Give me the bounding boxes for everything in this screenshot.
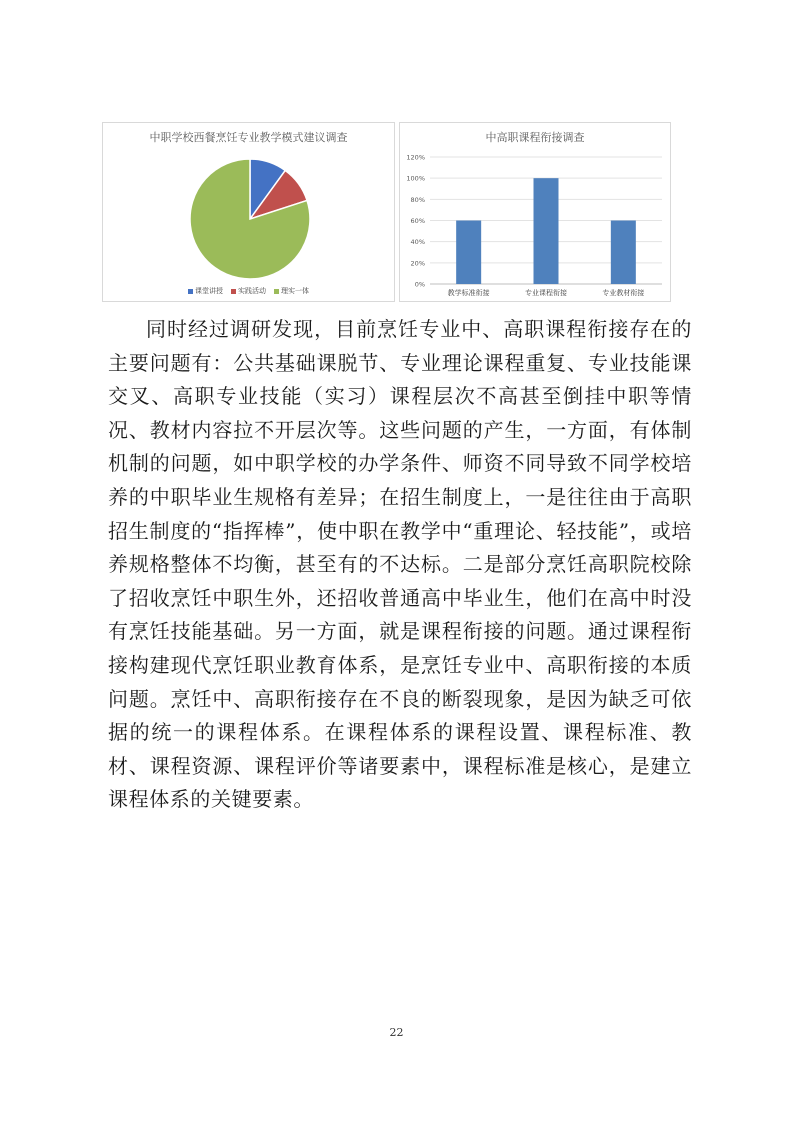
y-tick-label: 100% [406, 174, 425, 183]
y-tick-label: 0% [414, 280, 425, 289]
legend-item [274, 286, 309, 296]
y-tick-label: 20% [410, 259, 425, 268]
legend-label: 课堂讲授 [195, 287, 223, 295]
x-tick-label: 专业课程衔接 [525, 289, 567, 297]
bar-3 [611, 221, 636, 285]
bar-1 [456, 221, 481, 285]
legend-swatch [188, 289, 193, 294]
legend-item [188, 286, 223, 296]
y-tick-label: 120% [406, 153, 425, 162]
y-tick-label: 80% [410, 195, 425, 204]
page-number: 22 [389, 1026, 404, 1039]
bar-chart-panel [399, 122, 671, 302]
x-tick-label: 专业教材衔接 [602, 289, 645, 297]
legend-item [231, 286, 266, 296]
bar-2 [534, 178, 559, 284]
pie-chart [103, 123, 396, 303]
legend-swatch [274, 289, 279, 294]
pie-chart-title: 中职学校西餐烹饪专业教学模式建议调查 [149, 131, 348, 144]
pie-chart-legend [103, 286, 394, 296]
legend-swatch [231, 289, 236, 294]
legend-label: 理实一体 [281, 287, 309, 295]
x-tick-label: 教学标准衔接 [447, 289, 490, 297]
body-paragraph: 同时经过调研发现，目前烹饪专业中、高职课程衔接存在的主要问题有：公共基础课脱节、专业理论课程重复、专业技能课交叉、高职专业技能（实习）课程层次不高甚至倒挂中职等情况、教材内容拉不开层次等。这些问题的产生，一方面，有体制机制的问题，如中职学校的办学条件、师资不同导致不同学校培养的中职毕业生规格有差异；在招生制度上，一是往往由于高职招生制度的“指挥棒”，使中职在教学中“重理论、轻技能”，或培养规格整体不均衡，甚至有的不达标。二是部分烹饪高职院校除了招收烹饪中职生外，还招收普通高中毕业生，他们在高中时没有烹饪技能基础。另一方面，就是课程衔接的问题。通过课程衔接构建现代烹饪职业教育体系，是烹饪专业中、高职衔接的本质问题。烹饪中、高职衔接存在不良的断裂现象，是因为缺乏可依据的统一的课程体系。在课程体系的课程设置、课程标准、教材、课程资源、课程评价等诸要素中，课程标准是核心，是建立课程体系的关键要素。 [108, 317, 692, 812]
bar-chart [400, 123, 672, 303]
y-tick-label: 40% [410, 238, 425, 247]
bar-chart-title: 中高职课程衔接调查 [485, 131, 585, 144]
y-tick-label: 60% [410, 217, 425, 225]
legend-label: 实践活动 [238, 287, 266, 295]
pie-chart-panel [102, 122, 395, 302]
